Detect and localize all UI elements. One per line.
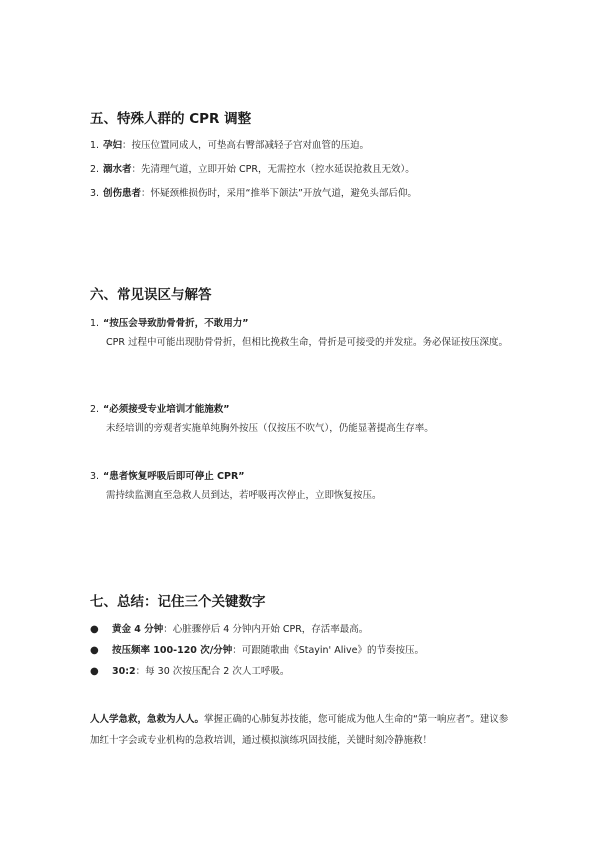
item-number: 2. [90, 164, 100, 175]
bullet-term: 黄金 4 分钟 [112, 624, 164, 635]
bullet-text: ：每 30 次按压配合 2 次人工呼吸。 [135, 666, 290, 677]
bullet-text: ：可跟随歌曲《Stayin' Alive》的节奏按压。 [232, 645, 424, 656]
bullet-text: ：心脏骤停后 4 分钟内开始 CPR，存活率最高。 [163, 624, 369, 635]
misconception-title: “必须接受专业培训才能施救” [103, 404, 230, 415]
bullet-icon: ● [90, 666, 99, 677]
list-item [90, 134, 510, 158]
list-item [90, 158, 510, 182]
key-numbers-list [90, 619, 510, 682]
special-groups-list [90, 134, 510, 206]
list-item [90, 182, 510, 206]
item-text: ：按压位置同成人，可垫高右臀部减轻子宫对血管的压迫。 [122, 140, 370, 151]
list-item [90, 661, 510, 682]
item-text: ：先清理气道，立即开始 CPR，无需控水（控水延误抢救且无效）。 [131, 164, 415, 175]
misconception-answer: 未经培训的旁观者实施单纯胸外按压（仅按压不吹气），仍能显著提高生存率。 [106, 423, 434, 434]
section7-heading: 七、总结：记住三个关键数字 [90, 594, 266, 610]
misconception-item [90, 402, 515, 439]
section6-heading: 六、常见误区与解答 [90, 287, 212, 303]
item-term: 孕妇 [103, 140, 123, 151]
item-number: 2. [90, 404, 100, 415]
misconception-title: “按压会导致肋骨骨折，不敢用力” [103, 318, 249, 329]
bullet-term: 按压频率 100-120 次/分钟 [112, 645, 233, 656]
item-term: 创伤患者 [103, 188, 142, 199]
list-item [90, 619, 510, 640]
bullet-icon: ● [90, 624, 99, 635]
item-text: ：怀疑颈椎损伤时，采用“推举下颌法”开放气道，避免头部后仰。 [141, 188, 417, 199]
section5-heading: 五、特殊人群的 CPR 调整 [90, 111, 252, 127]
list-item [90, 640, 510, 661]
item-number: 1. [90, 318, 100, 329]
misconception-answer: 需持续监测直至急救人员到达，若呼吸再次停止，立即恢复按压。 [106, 490, 382, 501]
misconception-title: “患者恢复呼吸后即可停止 CPR” [103, 471, 245, 482]
summary-lead: 人人学急救，急救为人人。 [90, 714, 205, 725]
bullet-term: 30:2 [112, 666, 136, 677]
misconception-item [90, 316, 515, 353]
item-number: 1. [90, 140, 100, 151]
item-term: 溺水者 [103, 164, 132, 175]
item-number: 3. [90, 471, 100, 482]
item-number: 3. [90, 188, 100, 199]
summary-text: 掌握正确的心肺复苏技能，您可能成为他人生命的“第一响应者”。建议参加红十字会或专业机构的急救培训，通过模拟演练巩固技能，关键时刻冷静施救！ [90, 714, 509, 746]
summary-paragraph [90, 709, 515, 751]
bullet-icon: ● [90, 645, 99, 656]
misconception-answer: CPR 过程中可能出现肋骨骨折，但相比挽救生命，骨折是可接受的并发症。务必保证按压深度。 [106, 337, 508, 348]
misconception-item [90, 469, 515, 506]
